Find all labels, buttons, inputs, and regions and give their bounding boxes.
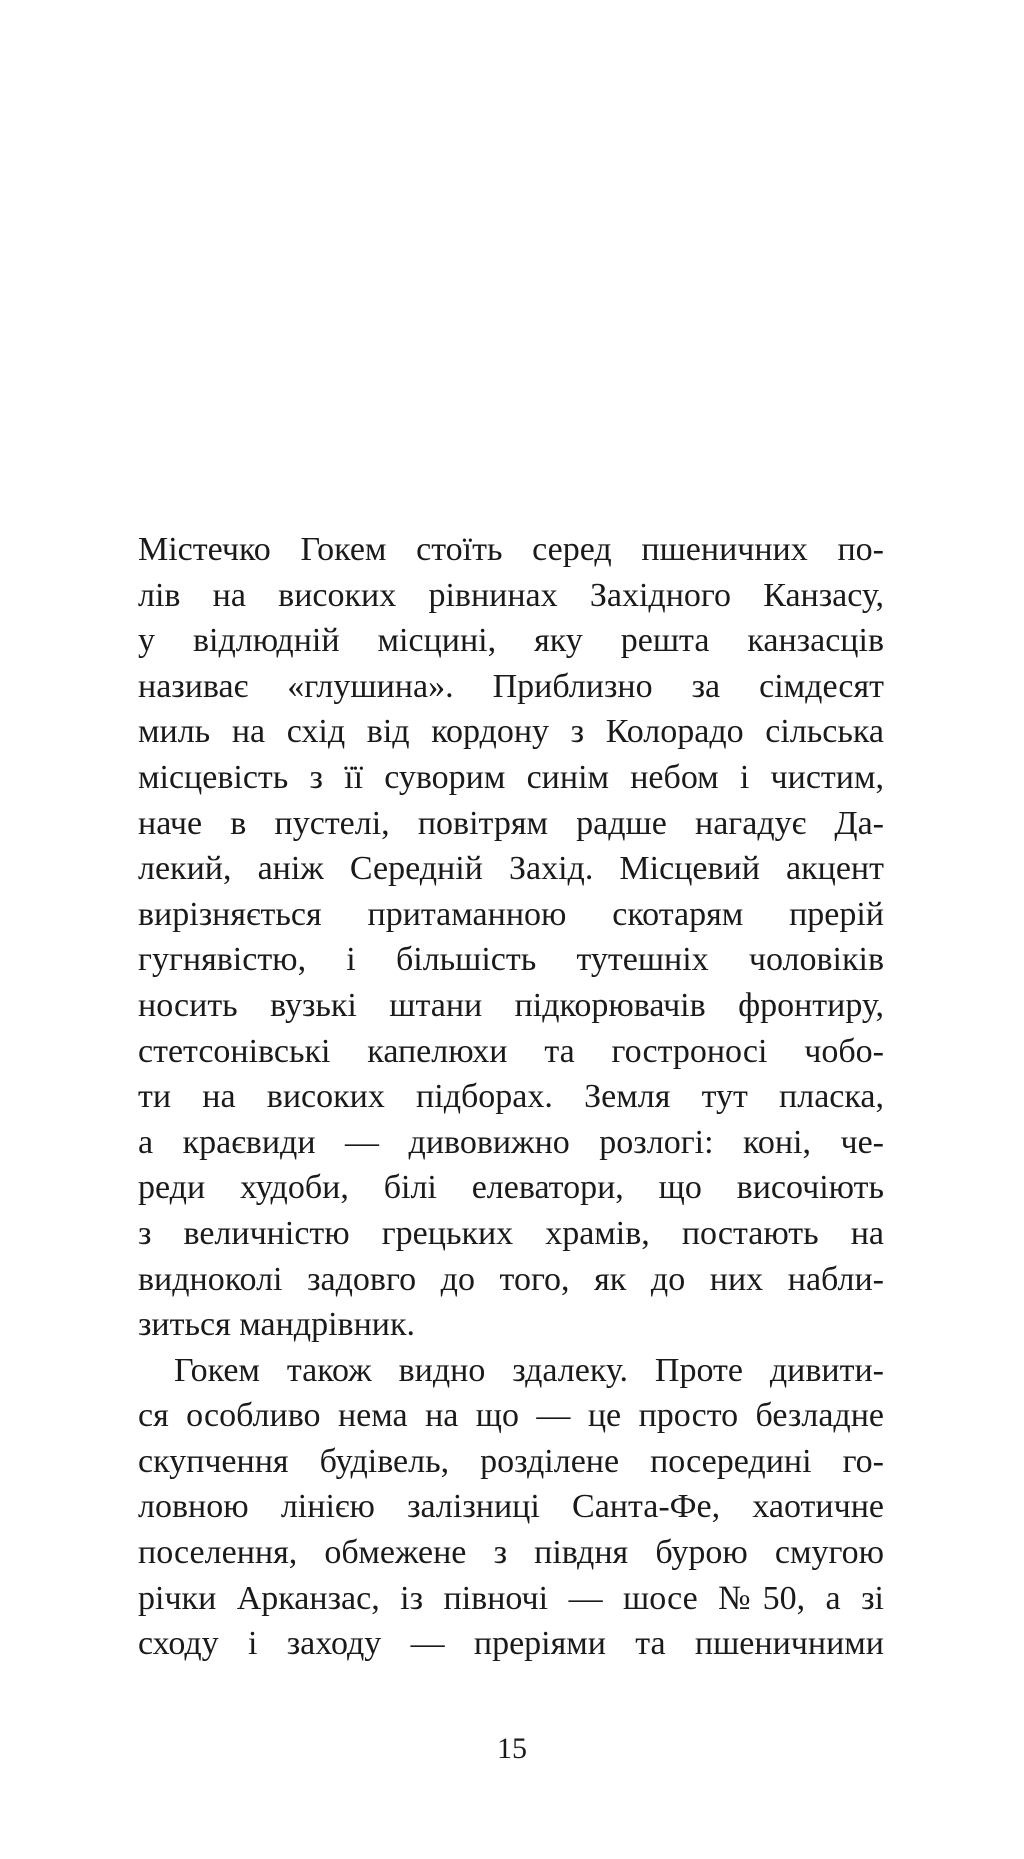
text-line: ти на високих підборах. Земля тут пласка,	[138, 1078, 884, 1116]
text-line: Містечко Гокем стоїть серед пшеничних по-	[138, 531, 884, 568]
text-line: у відлюдній місцині, яку решта канзасців	[138, 622, 884, 660]
paragraph-1	[138, 527, 884, 1348]
text-line: ся особливо нема на що — це просто безладне	[138, 1397, 884, 1435]
text-line: з величністю грецьких храмів, постають на	[138, 1214, 884, 1252]
text-line: наче в пустелі, повітрям радше нагадує Да-	[138, 804, 884, 842]
text-line: а краєвиди — дивовижно розлогі: коні, че-	[138, 1123, 884, 1161]
text-line: миль на схід від кордону з Колорадо сільська	[138, 713, 884, 751]
paragraph-2	[138, 1348, 884, 1667]
text-line: стетсонівські капелюхи та гостроносі чобо-	[138, 1032, 884, 1070]
text-line: вирізняється притаманною скотарям прерій	[138, 895, 884, 933]
text-line: Гокем також видно здалеку. Проте дивити-	[174, 1351, 884, 1389]
text-line: називає «глушина». Приблизно за сімдесят	[138, 667, 884, 705]
text-line: ловною лінією залізниці Санта-Фе, хаотичне	[138, 1488, 884, 1526]
text-line: лекий, аніж Середній Захід. Місцевий акцент	[138, 850, 884, 888]
text-line: реди худоби, білі елеватори, що височіють	[138, 1169, 884, 1207]
text-line: поселення, обмежене з півдня бурою смугою	[138, 1534, 884, 1572]
text-line: видноколі задовго до того, як до них набли-	[138, 1260, 884, 1298]
text-line: скупчення будівель, розділене посередині го-	[138, 1442, 884, 1480]
page-number: 15	[497, 1732, 527, 1765]
body-text	[138, 527, 884, 1667]
text-line: річки Арканзас, із півночі — шосе №50, а зі	[138, 1579, 884, 1617]
text-line: зиться мандрівник.	[138, 1306, 415, 1344]
text-line: лів на високих рівнинах Західного Канзасу,	[138, 576, 884, 614]
text-line: місцевість з її суворим синім небом і чистим,	[138, 758, 884, 796]
text-line: гугнявістю, і більшість тутешніх чоловіків	[138, 941, 884, 979]
text-line: сходу і заходу — преріями та пшеничними	[138, 1625, 884, 1663]
text-line: носить вузькі штани підкорювачів фронтиру,	[138, 986, 884, 1024]
